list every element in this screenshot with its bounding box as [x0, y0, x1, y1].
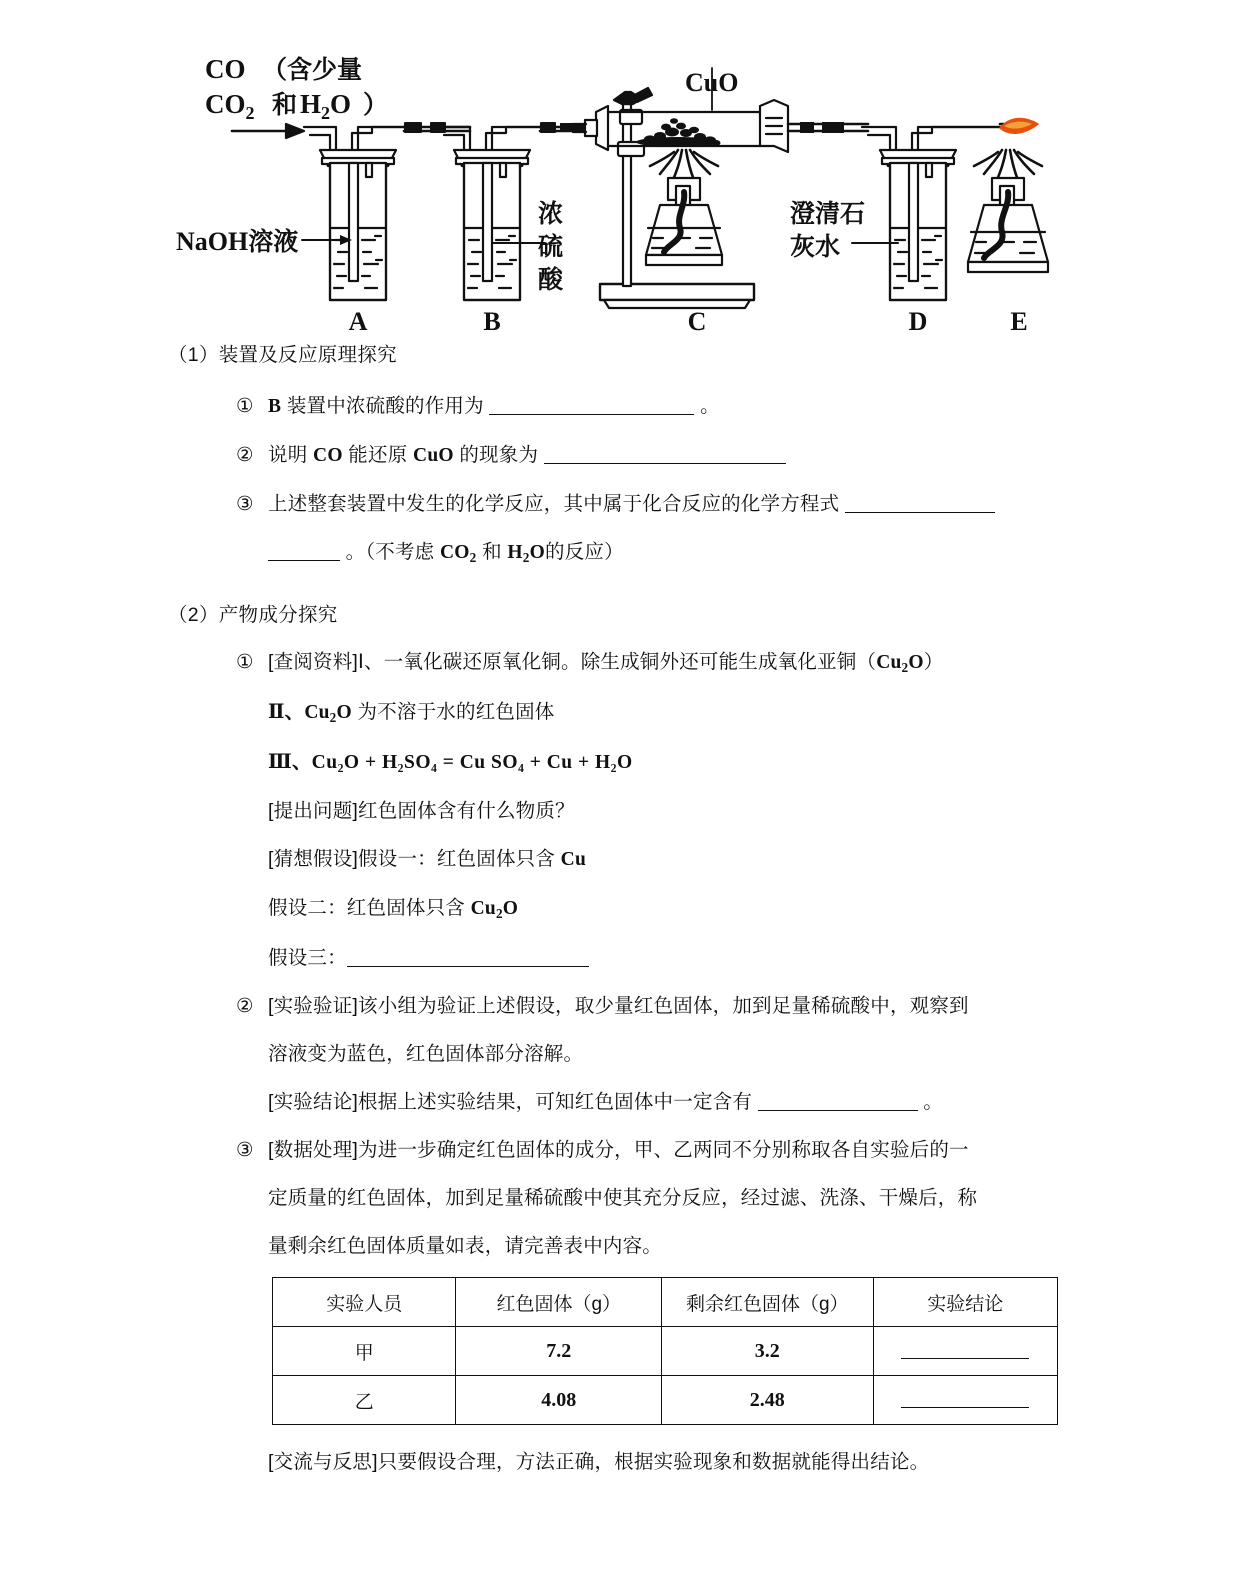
cuo-powder: [636, 118, 721, 147]
data-line2-row: [268, 1174, 1068, 1222]
hypothesis-1-row: [268, 835, 1068, 884]
verify-label: [实验验证]: [268, 995, 359, 1017]
formula-co: CO: [313, 445, 343, 466]
hard-glass-tube-cuo: [573, 68, 788, 152]
sulfuric-acid-label-char3: 酸: [538, 265, 564, 294]
gas-washing-bottle-b: [436, 127, 545, 300]
conclusion-text: 根据上述实验结果，可知红色固体中一定含有: [358, 1091, 758, 1113]
answer-blank[interactable]: [901, 1358, 1029, 1359]
item3-and: 和: [476, 541, 508, 563]
item3-line2: 。（不考虑: [340, 541, 440, 563]
device-b-ref: B: [268, 396, 282, 417]
reflection-label: [交流与反思]: [268, 1451, 378, 1473]
device-letter-c: C: [687, 307, 707, 336]
header-conclusion: 实验结论: [873, 1278, 1058, 1327]
device-letter-a: A: [348, 307, 368, 336]
reference-III-row: [268, 738, 1068, 787]
answer-blank[interactable]: [489, 414, 694, 415]
gas-inlet-arrow: [232, 124, 304, 138]
formula-cu2o: $Cu_2O$: [876, 652, 924, 675]
data-line2: 定质量的红色固体，加到足量稀硫酸中使其充分反应，经过滤、洗涤、干燥后，称: [268, 1187, 978, 1209]
sulfuric-acid-label-char2: 硫: [538, 232, 564, 261]
data-line1: 为进一步确定红色固体的成分，甲、乙两同不分别称取各自实验后的一: [358, 1139, 969, 1161]
cell-conclusion[interactable]: [873, 1327, 1058, 1376]
cuo-label: CuO: [685, 68, 739, 97]
inlet-gas-formula-h2o: $H_2O$: [300, 89, 352, 123]
item2-text-c: 的现象为: [453, 444, 544, 466]
cell-remaining-solid: 3.2: [662, 1327, 873, 1376]
section1-item-2: [236, 431, 1098, 480]
item-marker: ②: [236, 444, 254, 466]
cell-red-solid: 4.08: [456, 1376, 662, 1425]
reference-label: [查阅资料]: [268, 651, 359, 673]
inlet-gas-label-close: ）: [363, 90, 389, 119]
hypothesis-1-text: 假设一：红色固体只含: [358, 848, 561, 870]
inlet-gas-label-line1-cn: （含少量: [262, 55, 363, 84]
hypothesis-2-text: 假设二：红色固体只含: [268, 897, 471, 919]
section1-item-1: [236, 382, 1098, 431]
sulfuric-acid-label-char1: 浓: [538, 199, 564, 228]
inlet-gas-label-line1: CO: [205, 54, 246, 84]
formula-h2o: $H_2O$: [507, 542, 545, 565]
hypothesis-3-row: [268, 934, 1068, 982]
answer-blank[interactable]: [758, 1110, 918, 1111]
formula-cuo: CuO: [413, 445, 454, 466]
conclusion-label: [实验结论]: [268, 1091, 359, 1113]
section1-item-3-cont: [268, 528, 1068, 578]
section2-item-1: [236, 638, 1098, 688]
gas-washing-bottle-d: [852, 127, 1000, 300]
data-line3: 量剩余红色固体质量如表，请完善表中内容。: [268, 1235, 663, 1257]
device-letter-b: B: [483, 307, 501, 336]
answer-blank[interactable]: [347, 966, 589, 967]
item-marker: ①: [236, 651, 254, 673]
verify-line2: 溶液变为蓝色，红色固体部分溶解。: [268, 1043, 584, 1065]
conclusion-text-end: 。: [917, 1091, 943, 1113]
answer-blank[interactable]: [845, 512, 995, 513]
alcohol-burner-c: [646, 150, 722, 265]
cell-remaining-solid: 2.48: [662, 1376, 873, 1425]
header-red-solid: 红色固体（g）: [456, 1278, 662, 1327]
section1-heading: （1）装置及反应原理探究: [168, 344, 397, 366]
section2-item-2: [236, 982, 1098, 1030]
cell-person: 甲: [273, 1327, 456, 1376]
cell-red-solid: 7.2: [456, 1327, 662, 1376]
answer-blank-cont[interactable]: [268, 560, 340, 561]
item-marker: ③: [236, 1139, 254, 1161]
inlet-gas-label-line2: $CO_2$: [205, 89, 255, 123]
section1-item-3: [236, 480, 1098, 528]
table-row: [273, 1376, 1058, 1425]
hypothesis-2-row: [268, 884, 1068, 934]
verify-line2-row: [268, 1030, 1068, 1078]
hypothesis-label: [猜想假设]: [268, 848, 359, 870]
inlet-gas-label-line2-cn: 和: [272, 90, 298, 119]
conclusion-row: [268, 1078, 1068, 1126]
reference-II-text: 为不溶于水的红色固体: [351, 701, 555, 723]
reflection-text: 只要假设合理，方法正确，根据实验现象和数据就能得出结论。: [377, 1451, 930, 1473]
cell-conclusion[interactable]: [873, 1376, 1058, 1425]
reflection-row: [268, 1440, 1068, 1484]
data-label: [数据处理]: [268, 1139, 359, 1161]
answer-blank[interactable]: [901, 1407, 1029, 1408]
formula-cu2o: $Cu_2O$: [470, 898, 519, 921]
item2-text-a: 说明: [268, 444, 314, 466]
item2-text-b: 能还原: [342, 444, 414, 466]
limewater-label-line2: 灰水: [790, 232, 841, 261]
table-header-row: [273, 1278, 1058, 1327]
header-remaining-solid: 剩余红色固体（g）: [662, 1278, 873, 1327]
device-letter-e: E: [1010, 307, 1028, 336]
item1-text-end: 。: [694, 395, 720, 417]
data-line3-row: [268, 1222, 1068, 1270]
formula-co2: $CO_2$: [440, 542, 477, 565]
experiment-apparatus-diagram: [0, 0, 1240, 340]
device-letter-d: D: [908, 307, 928, 336]
formula-cu: Cu: [560, 849, 586, 870]
question-body: [0, 340, 1240, 1270]
item-marker: ②: [236, 995, 254, 1017]
item3-line1: 上述整套装置中发生的化学反应，其中属于化合反应的化学方程式: [268, 493, 845, 515]
item-marker: ①: [236, 395, 254, 417]
table-row: [273, 1327, 1058, 1376]
header-person: 实验人员: [273, 1278, 456, 1327]
verify-line1: 该小组为验证上述假设，取少量红色固体，加到足量稀硫酸中，观察到: [358, 995, 969, 1017]
answer-blank[interactable]: [544, 463, 786, 464]
reference-I-tail: ）: [923, 651, 944, 673]
hypothesis-3-text: 假设三：: [268, 947, 347, 969]
item3-tail: 的反应）: [545, 541, 624, 563]
section2-heading: （2）产物成分探究: [168, 604, 338, 626]
formula-cu2o: $Cu_2O$: [304, 702, 352, 725]
roman-numeral-ii: Ⅱ、: [268, 702, 305, 723]
limewater-label-line1: 澄清石: [790, 199, 866, 228]
proposed-question-row: [268, 787, 1068, 835]
experiment-data-table: [272, 1277, 1058, 1425]
question-label: [提出问题]: [268, 800, 359, 822]
reference-I: Ⅰ、一氧化碳还原氧化铜。除生成铜外还可能生成氧化亚铜（: [358, 651, 877, 673]
cell-person: 乙: [273, 1376, 456, 1425]
chemical-equation-cu2o-h2so4: Cu₂O + H₂SO₄ = Cu SO₄ + Cu + H₂O: [311, 752, 633, 773]
alcohol-burner-e: [968, 119, 1048, 273]
gas-washing-bottle-a: [304, 127, 404, 300]
item-marker: ③: [236, 493, 254, 515]
naoh-label: NaOH溶液: [176, 227, 299, 256]
item1-text: 装置中浓硫酸的作用为: [281, 395, 490, 417]
section2-item-3: [236, 1126, 1098, 1174]
reference-II-row: [268, 688, 1068, 738]
question-text: 红色固体含有什么物质？: [358, 800, 575, 822]
roman-numeral-iii: Ⅲ、: [268, 752, 312, 773]
